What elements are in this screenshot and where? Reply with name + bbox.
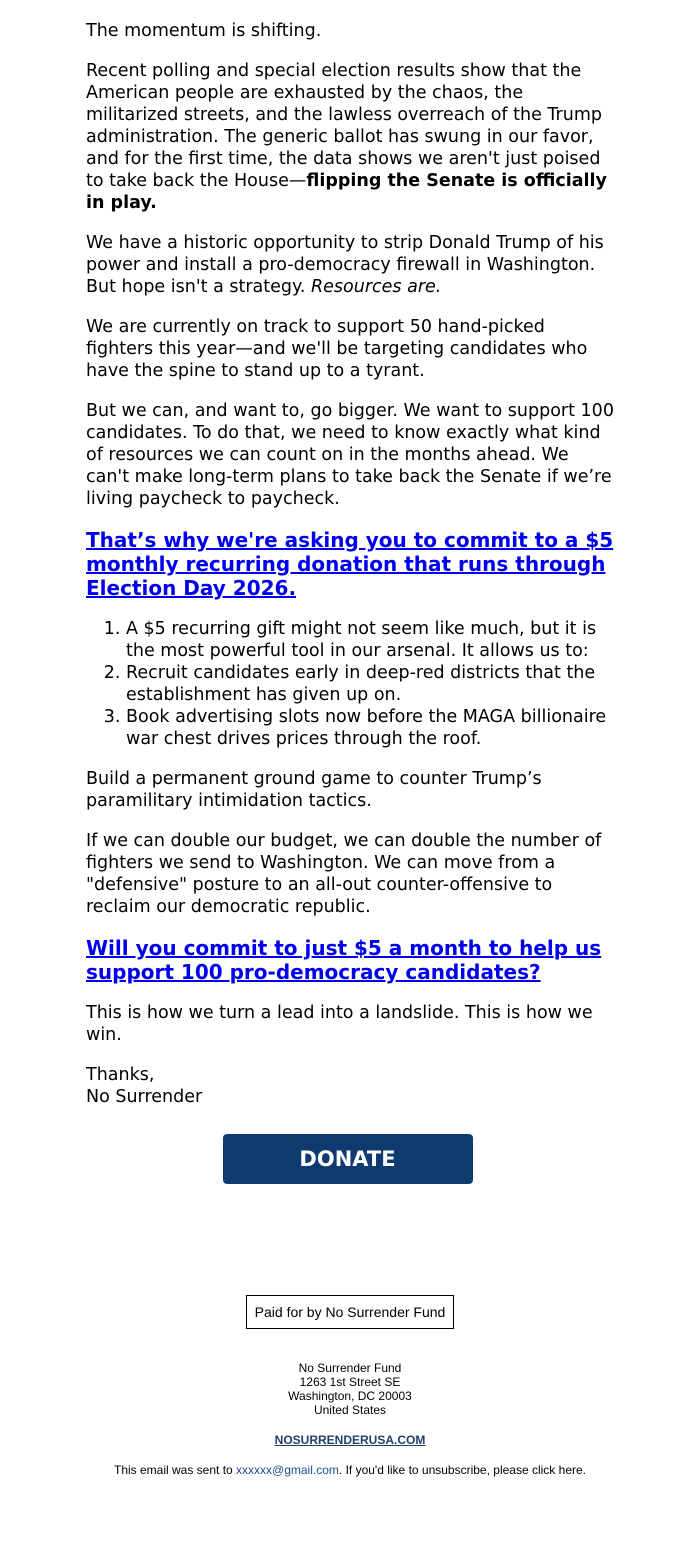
address-line: 1263 1st Street SE [299, 1375, 401, 1389]
list-item: 2. Recruit candidates early in deep-red districts that the establishment has given up on. [126, 662, 616, 706]
numbered-list [86, 618, 616, 750]
cta-heading [86, 936, 616, 984]
address [0, 1361, 700, 1417]
paragraph: But we can, and want to, go bigger. We want to support 100 candidates. To do that, we need to know exactly what kind of resources we can count on in the months ahead. We can't make long-term plans to take back the Senate if we’re living paycheck to paycheck. [86, 401, 614, 509]
italic-text: Resources are. [310, 277, 442, 297]
text: Recent polling and special election results show that the American people are exhausted by the chaos, the militarized streets, and the lawless overreach of the Trump administration. The generic ballot has swung in our favor, and for the first time, the data shows we aren't just poised to take back the House— [86, 61, 602, 191]
address-line: United States [313, 1403, 387, 1417]
footer [0, 1184, 700, 1477]
email-body [86, 0, 616, 1184]
text: This email was sent to [113, 1463, 237, 1477]
paragraph: This is how we turn a lead into a landslide. This is how we win. [86, 1003, 593, 1045]
paragraph: If we can double our budget, we can double the number of fighters we send to Washington. We can move from a "defensive" posture to an all-out counter-offensive to reclaim our democratic republic. [86, 831, 602, 917]
unsubscribe-notice [0, 1463, 700, 1477]
website-link[interactable]: NOSURRENDERUSA.COM [274, 1433, 426, 1447]
paragraph: Build a permanent ground game to counter Trump’s paramilitary intimidation tactics. [86, 769, 542, 811]
address-line: Washington, DC 20003 [288, 1389, 412, 1403]
paragraph [86, 232, 616, 298]
address-line: No Surrender Fund [298, 1361, 402, 1375]
cta-link-five-dollars[interactable]: Will you commit to just $5 a month to help us support 100 pro-democracy candidates? [86, 936, 602, 984]
paid-for-disclaimer: Paid for by No Surrender Fund [246, 1295, 455, 1329]
signoff [86, 1064, 616, 1108]
text: We have a historic opportunity to strip Donald Trump of his power and install a pro-democracy firewall in Washington. But hope isn't a strategy. [86, 233, 604, 297]
unsubscribe-text[interactable]: . If you'd like to unsubscribe, please click here. [338, 1463, 586, 1477]
signature: No Surrender [86, 1087, 203, 1107]
list-item: 1. A $5 recurring gift might not seem like much, but it is the most powerful tool in our arsenal. It allows us to: [126, 618, 616, 662]
email-link[interactable]: xxxxxx@gmail.com [236, 1463, 339, 1477]
paragraph: We are currently on track to support 50 hand-picked fighters this year—and we'll be targeting candidates who have the spine to stand up to a tyrant. [86, 317, 588, 381]
paragraph: The momentum is shifting. [86, 21, 322, 41]
website-row [0, 1433, 700, 1447]
cta-heading [86, 528, 616, 600]
paragraph [86, 60, 616, 214]
donate-button[interactable]: DONATE [223, 1134, 473, 1184]
bold-text: flipping the Senate is officially in play. [86, 171, 607, 213]
list-item: 3. Book advertising slots now before the MAGA billionaire war chest drives prices through the roof. [126, 706, 616, 750]
donate-row [0, 1134, 700, 1184]
cta-link-commit[interactable]: That’s why we're asking you to commit to a $5 monthly recurring donation that runs through Election Day 2026. [86, 528, 614, 600]
signoff-text: Thanks, [86, 1065, 155, 1085]
